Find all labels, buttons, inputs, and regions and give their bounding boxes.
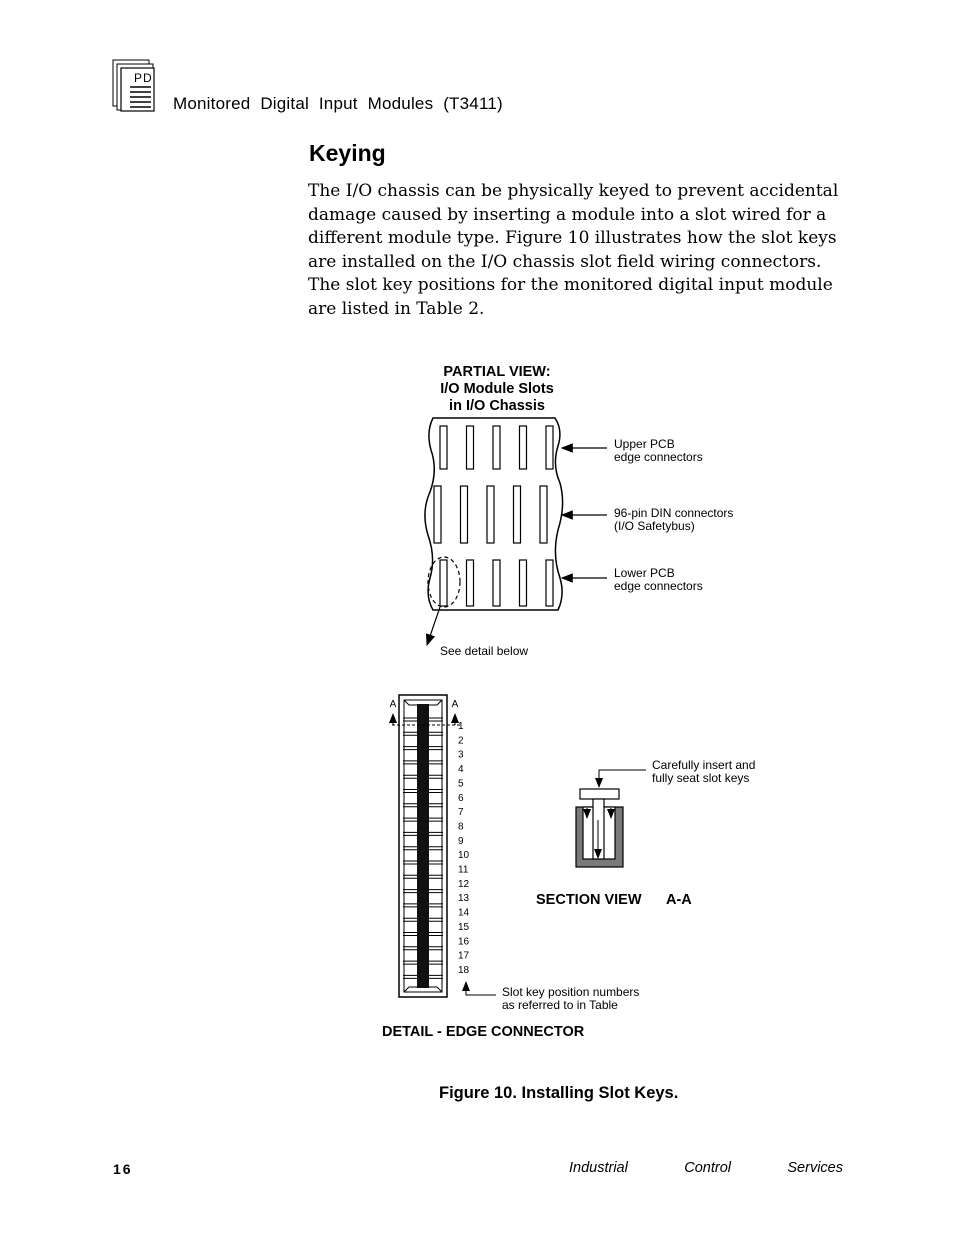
chassis-slot (440, 560, 447, 606)
din-label-1: 96-pin DIN connectors (614, 506, 734, 520)
insert-label-1: Carefully insert and (652, 758, 756, 772)
position-number: 14 (458, 907, 470, 919)
chassis-slot (546, 560, 553, 606)
logo-text: PD (134, 71, 153, 85)
chassis-slot (467, 560, 474, 606)
footer-org-word-3: Services (787, 1160, 843, 1176)
position-number: 15 (458, 921, 470, 933)
position-number: 1 (458, 721, 464, 732)
chassis-slot (487, 486, 494, 543)
connector-center-bar (417, 704, 429, 988)
chassis-slot (493, 560, 500, 606)
chassis-slot (520, 560, 527, 606)
page-number: 16 (113, 1161, 133, 1177)
chassis-slot (514, 486, 521, 543)
din-label-2: (I/O Safetybus) (614, 519, 695, 533)
insert-label-2: fully seat slot keys (652, 771, 750, 785)
chassis-slot (493, 426, 500, 469)
slot-key-head (580, 789, 619, 799)
lower-label-1: Lower PCB (614, 566, 675, 580)
slot-key-label-1: Slot key position numbers (502, 985, 640, 999)
position-number: 18 (458, 964, 470, 976)
position-number: 12 (458, 878, 470, 890)
chassis-slot (546, 426, 553, 469)
section-heading: Keying (309, 140, 386, 166)
position-number: 8 (458, 821, 464, 833)
position-number: 7 (458, 807, 464, 819)
chassis-slot (467, 426, 474, 469)
see-detail-label: See detail below (440, 644, 529, 658)
position-number: 5 (458, 778, 464, 790)
partial-view-title-1: PARTIAL VIEW: (443, 364, 551, 380)
figure-caption: Figure 10. Installing Slot Keys. (439, 1084, 679, 1102)
position-number: 9 (458, 835, 464, 847)
position-number: 11 (458, 864, 469, 876)
section-marker-right: A (451, 699, 459, 710)
chassis-slot (440, 426, 447, 469)
upper-label-2: edge connectors (614, 450, 703, 464)
position-number: 4 (458, 764, 464, 776)
position-numbers (458, 721, 470, 976)
position-number: 13 (458, 893, 470, 905)
header-title: Monitored Digital Input Modules (T3411) (173, 94, 503, 113)
chassis-slot (434, 486, 441, 543)
partial-view-title-2: I/O Module Slots (440, 381, 554, 397)
body-paragraph: The I/O chassis can be physically keyed to prevent accidental damage caused by inserting a module into a slot wired for a different module type. Figure 10 illustrates how the slot keys are installed on the I/O chassis slot field wiring connectors. The slot key positions for the monitored digital input module are listed in Table 2. (308, 181, 839, 319)
section-view-id: A-A (666, 892, 692, 908)
detail-title: DETAIL - EDGE CONNECTOR (382, 1024, 585, 1040)
position-number: 17 (458, 950, 470, 962)
partial-view-title-3: in I/O Chassis (449, 398, 545, 414)
footer-org-word-1: Industrial (569, 1160, 628, 1176)
footer-org (569, 1160, 843, 1176)
lower-label-2: edge connectors (614, 579, 703, 593)
position-number: 6 (458, 792, 464, 804)
chassis-slot (520, 426, 527, 469)
position-number: 2 (458, 735, 464, 747)
slot-key-label-2: as referred to in Table (502, 998, 618, 1012)
position-number: 10 (458, 850, 470, 862)
position-number: 3 (458, 749, 464, 761)
footer-org-word-2: Control (684, 1160, 731, 1176)
section-marker-left: A (389, 699, 397, 710)
upper-label-1: Upper PCB (614, 437, 675, 451)
chassis-slot (461, 486, 468, 543)
chassis-slot (540, 486, 547, 543)
section-view-title: SECTION VIEW (536, 892, 642, 908)
position-number: 16 (458, 936, 470, 948)
